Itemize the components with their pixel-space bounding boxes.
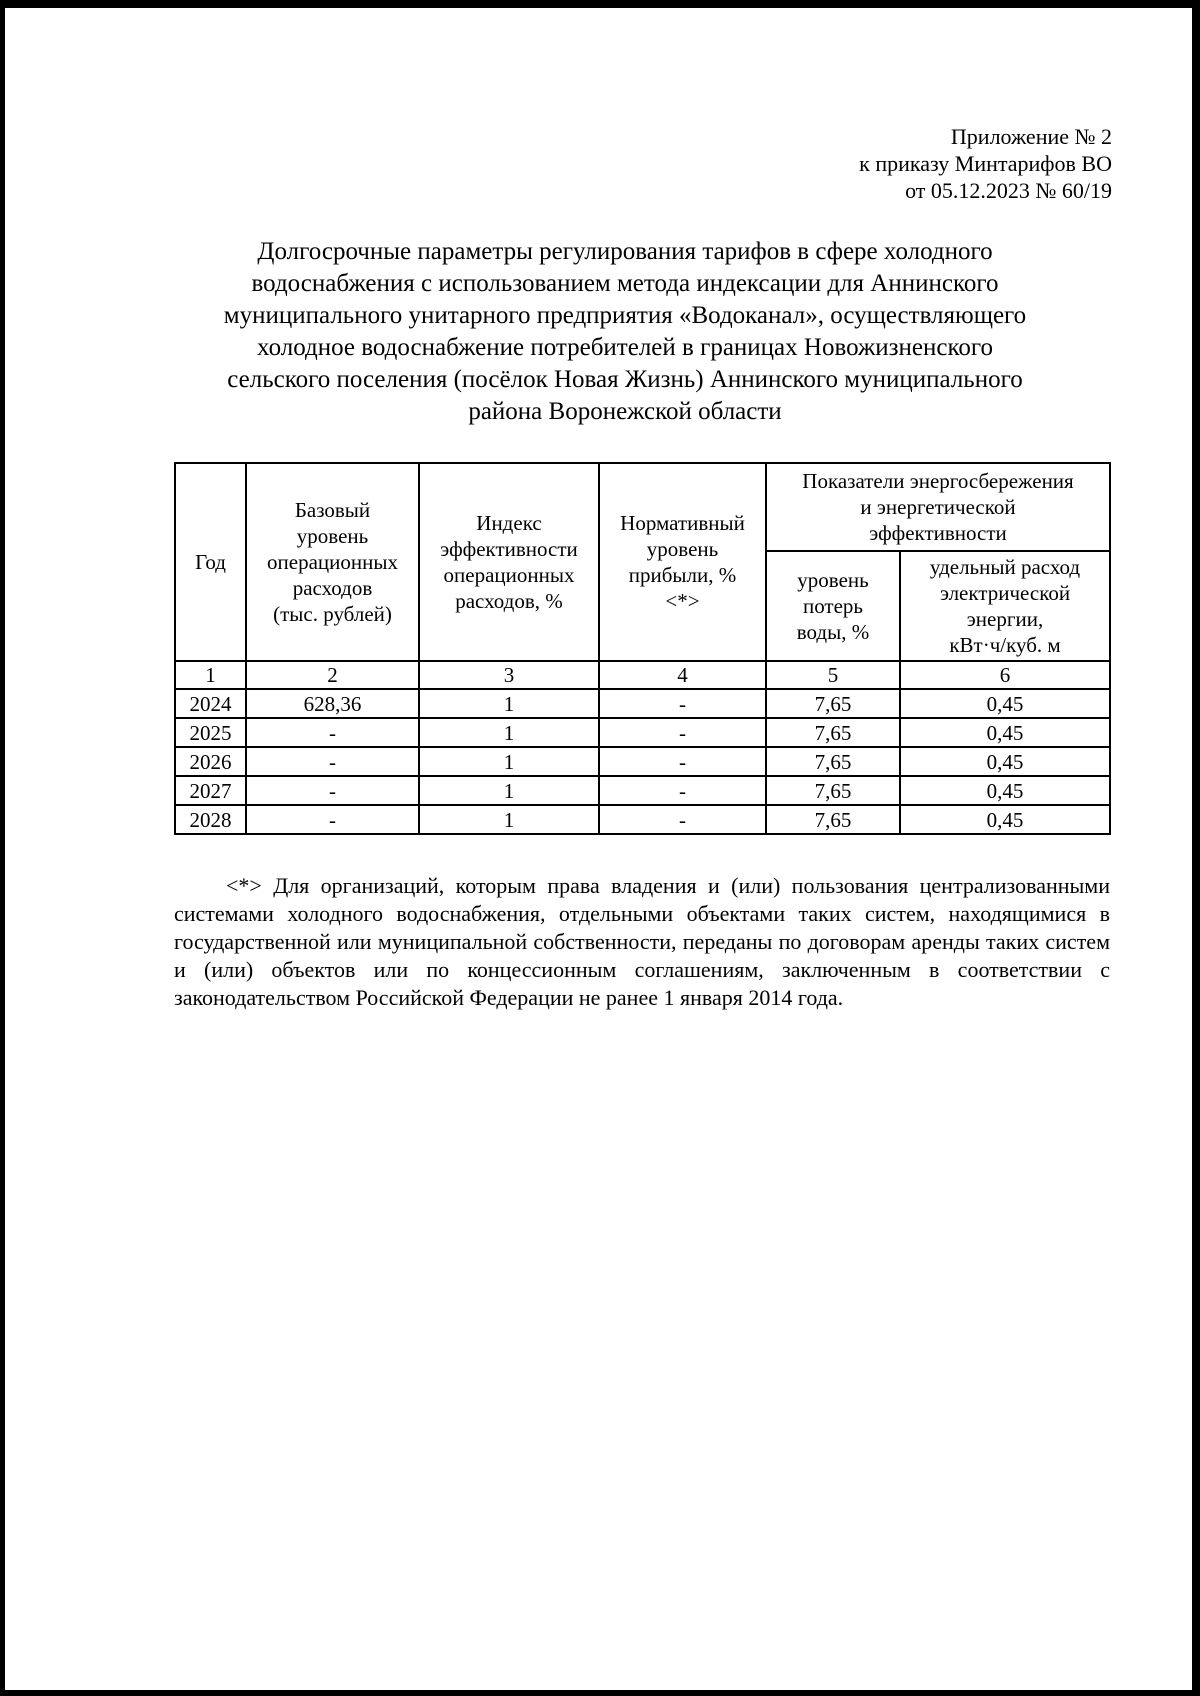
title-line: сельского поселения (посёлок Новая Жизнь) Аннинского муниципального: [227, 366, 1023, 393]
table-header-row: [175, 463, 1110, 551]
table-row: [175, 718, 1110, 747]
column-number: 4: [599, 661, 766, 689]
appendix-date: от 05.12.2023 № 60/19: [905, 178, 1112, 203]
cell-water-loss: 7,65: [766, 805, 900, 834]
header-water-loss: уровень потерь воды, %: [766, 551, 900, 661]
cell-water-loss: 7,65: [766, 689, 900, 718]
cell-efficiency-index: 1: [419, 689, 599, 718]
appendix-order: к приказу Минтарифов ВО: [859, 151, 1112, 176]
cell-energy-consumption: 0,45: [900, 689, 1110, 718]
cell-normative-profit: -: [599, 805, 766, 834]
column-number: 3: [419, 661, 599, 689]
cell-energy-consumption: 0,45: [900, 776, 1110, 805]
footnote-text: <*> Для организаций, которым права владения и (или) пользования централизованными системами холодного водоснабжения, отдельными объектами таких систем, находящимися в государственной или муниципальной собственности, переданы по договорам аренды таких систем и (или) объектов или по концессионным соглашениям, заключенным в соответствии с законодательством Российской Федерации не ранее 1 января 2014 года.: [174, 873, 1110, 1010]
cell-base-opex: -: [246, 805, 419, 834]
footnote: [174, 872, 1110, 1012]
document-page: [5, 8, 1192, 1690]
cell-water-loss: 7,65: [766, 776, 900, 805]
appendix-number: Приложение № 2: [950, 124, 1112, 149]
cell-efficiency-index: 1: [419, 718, 599, 747]
cell-year: 2028: [175, 805, 246, 834]
cell-normative-profit: -: [599, 718, 766, 747]
column-number: 6: [900, 661, 1110, 689]
parameters-table: [174, 462, 1111, 835]
cell-energy-consumption: 0,45: [900, 747, 1110, 776]
cell-base-opex: -: [246, 776, 419, 805]
cell-year: 2025: [175, 718, 246, 747]
cell-energy-consumption: 0,45: [900, 805, 1110, 834]
cell-normative-profit: -: [599, 747, 766, 776]
table-row: [175, 747, 1110, 776]
header-energy-indicators: Показатели энергосбережения и энергетической эффективности: [766, 463, 1110, 551]
document-title: [175, 236, 1075, 428]
title-line: холодное водоснабжение потребителей в границах Новожизненского: [257, 334, 993, 361]
column-number: 1: [175, 661, 246, 689]
title-line: Долгосрочные параметры регулирования тарифов в сфере холодного: [257, 238, 993, 265]
cell-energy-consumption: 0,45: [900, 718, 1110, 747]
cell-efficiency-index: 1: [419, 776, 599, 805]
title-line: водоснабжения с использованием метода индексации для Аннинского: [251, 270, 999, 297]
table-row: [175, 805, 1110, 834]
cell-year: 2026: [175, 747, 246, 776]
cell-normative-profit: -: [599, 776, 766, 805]
header-efficiency-index: Индекс эффективности операционных расходов, %: [419, 463, 599, 661]
table-row: [175, 776, 1110, 805]
column-number: 5: [766, 661, 900, 689]
cell-normative-profit: -: [599, 689, 766, 718]
cell-efficiency-index: 1: [419, 805, 599, 834]
header-year: Год: [175, 463, 246, 661]
table-row: [175, 689, 1110, 718]
header-normative-profit: Нормативный уровень прибыли, % <*>: [599, 463, 766, 661]
header-energy-consumption: удельный расход электрической энергии, кВт·ч/куб. м: [900, 551, 1110, 661]
cell-water-loss: 7,65: [766, 747, 900, 776]
cell-year: 2024: [175, 689, 246, 718]
column-number-row: [175, 661, 1110, 689]
cell-base-opex: -: [246, 718, 419, 747]
cell-base-opex: 628,36: [246, 689, 419, 718]
appendix-reference: [859, 123, 1112, 204]
header-base-opex: Базовый уровень операционных расходов (тыс. рублей): [246, 463, 419, 661]
cell-base-opex: -: [246, 747, 419, 776]
title-line: муниципального унитарного предприятия «Водоканал», осуществляющего: [223, 302, 1027, 329]
cell-water-loss: 7,65: [766, 718, 900, 747]
cell-year: 2027: [175, 776, 246, 805]
title-line: района Воронежской области: [468, 398, 782, 425]
cell-efficiency-index: 1: [419, 747, 599, 776]
column-number: 2: [246, 661, 419, 689]
